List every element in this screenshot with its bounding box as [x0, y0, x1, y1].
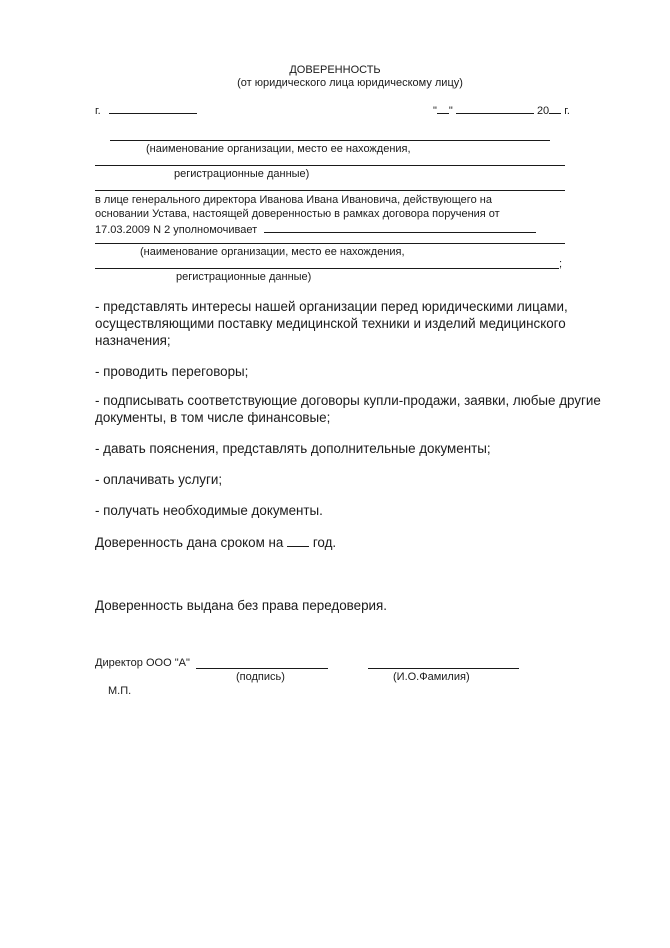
signature-line — [196, 668, 328, 669]
term-prefix: Доверенность дана сроком на — [95, 535, 284, 550]
attorney-reg-hint: регистрационные данные) — [176, 271, 312, 283]
signature-hint: (подпись) — [236, 671, 285, 683]
year-suffix: г. — [564, 105, 570, 117]
full-name-hint: (И.О.Фамилия) — [393, 671, 470, 683]
principal-name-line — [110, 140, 550, 141]
document-subtitle: (от юридического лица юридическому лицу) — [237, 77, 463, 89]
power-negotiate: - проводить переговоры; — [95, 364, 249, 379]
power-explain: - давать пояснения, представлять дополнительные документы; — [95, 441, 491, 456]
seal-mark: М.П. — [108, 685, 132, 697]
principal-extra-line — [95, 190, 565, 191]
term-line — [95, 535, 336, 551]
date-quote-close: " — [448, 105, 453, 117]
day-blank — [437, 103, 449, 114]
principal-reg-line — [95, 165, 565, 166]
authorizes-text: 17.03.2009 N 2 уполномочивает — [95, 224, 258, 236]
power-sign-line-2: документы, в том числе финансовые; — [95, 410, 331, 425]
power-represent-line-1: - представлять интересы нашей организации перед юридическими лицами, — [95, 299, 568, 314]
power-represent-line-3: назначения; — [95, 333, 171, 348]
year-prefix: 20 — [536, 105, 550, 117]
principal-body-line-2: основании Устава, настоящей доверенностью в рамках договора поручения от — [95, 208, 500, 220]
principal-reg-hint: регистрационные данные) — [174, 168, 310, 180]
term-blank — [287, 535, 309, 547]
attorney-line-2 — [95, 268, 559, 269]
director-label: Директор ООО "А" — [95, 657, 190, 669]
attorney-name-hint: (наименование организации, место ее нахождения, — [140, 246, 405, 258]
date-field — [433, 103, 570, 118]
principal-body-line-3 — [95, 222, 536, 237]
year-blank — [549, 103, 561, 114]
month-blank — [456, 103, 534, 114]
city-prefix: г. — [95, 105, 101, 117]
document-title: ДОВЕРЕННОСТЬ — [289, 64, 381, 76]
term-suffix: год. — [312, 535, 337, 550]
no-substitution-note: Доверенность выдана без права передоверия. — [95, 598, 387, 613]
attorney-line-1 — [95, 243, 565, 244]
power-sign-line-1: - подписывать соответствующие договоры купли-продажи, заявки, любые другие — [95, 393, 601, 408]
principal-name-hint: (наименование организации, место ее нахождения, — [146, 143, 411, 155]
power-represent-line-2: осуществляющими поставку медицинской техники и изделий медицинского — [95, 316, 566, 331]
attorney-trailing-mark: ; — [559, 258, 563, 270]
principal-body-line-1: в лице генерального директора Иванова Ивана Ивановича, действующего на — [95, 194, 492, 206]
power-pay: - оплачивать услуги; — [95, 472, 223, 487]
attorney-name-blank — [264, 222, 536, 233]
city-field — [95, 103, 197, 118]
full-name-line — [368, 668, 519, 669]
city-blank — [109, 103, 197, 114]
power-receive: - получать необходимые документы. — [95, 503, 323, 518]
date-quote-open: " — [433, 105, 437, 117]
